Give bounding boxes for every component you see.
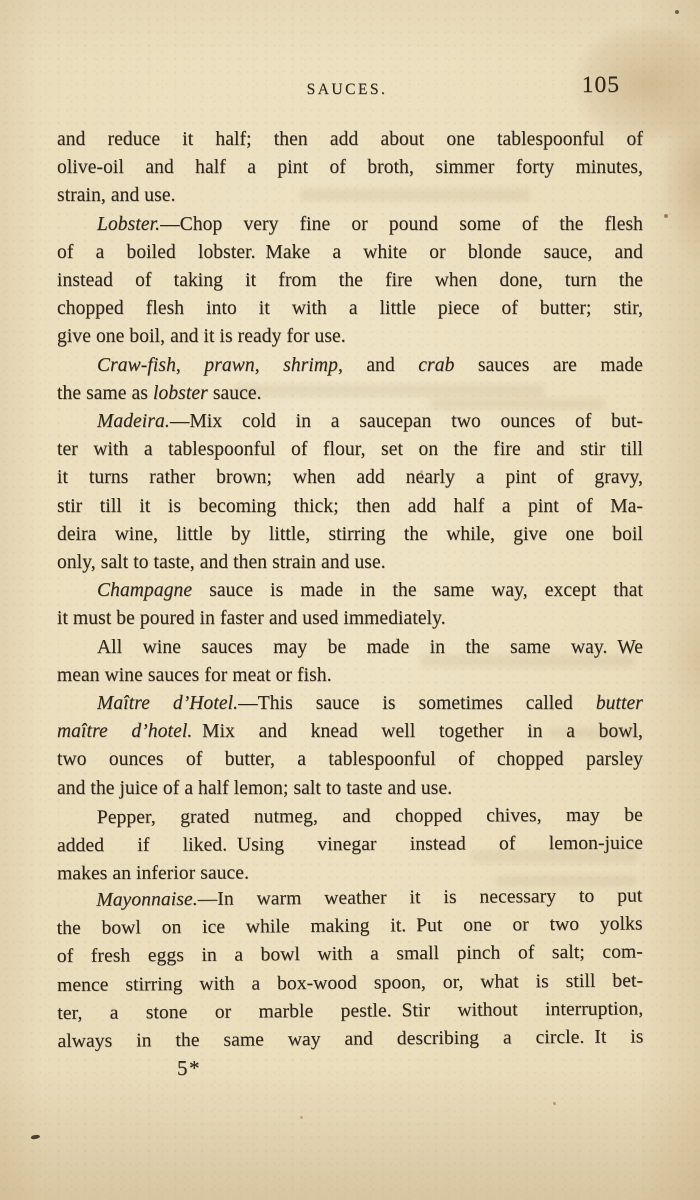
text-line: mean wine sauces for meat or fish. (57, 664, 332, 686)
text-line: only, salt to taste, and then strain and use. (57, 552, 386, 574)
paragraph (56, 883, 643, 1057)
text-line: give one boil, and it is ready for use. (57, 326, 346, 348)
paragraph (57, 408, 643, 577)
text-line: of fresh eggs in a bowl with a small pinch of salt; com- (56, 942, 643, 968)
paragraph (57, 577, 643, 633)
text-line: the same as lobster sauce. (57, 382, 262, 404)
ink-speck (553, 1102, 556, 1105)
ink-speck (300, 1116, 303, 1119)
text-line: deira wine, little by little, stirring the while, give one boil (57, 523, 643, 545)
text-line: olive-oil and half a pint of broth, simmer forty minutes, (57, 157, 643, 179)
paragraph (57, 211, 643, 352)
text-line: of a boiled lobster. Make a white or blonde sauce, and (57, 241, 643, 263)
paragraph (57, 690, 643, 803)
text-line: Champagne sauce is made in the same way, except that (97, 580, 643, 602)
paragraph (57, 352, 643, 408)
text-line: two ounces of butter, a tablespoonful of chopped parsley (57, 749, 643, 771)
text-line: Mayonnaise.—In warm weather it is necessary to put (96, 885, 643, 912)
text-line: added if liked. Using vinegar instead of lemon-juice (56, 832, 644, 857)
text-block (57, 126, 643, 1057)
paragraph (57, 802, 643, 889)
text-line: mence stirring with a box-wood spoon, or, what is still bet- (57, 970, 644, 997)
ink-speck (31, 1134, 41, 1140)
text-line: and the juice of a half lemon; salt to taste and use. (57, 777, 453, 799)
text-line: ter with a tablespoonful of flour, set on the fire and stir till (57, 439, 643, 461)
running-title: SAUCES. (306, 81, 388, 98)
ink-speck (664, 214, 668, 218)
text-line: the bowl on ice while making it. Put one or two yolks (56, 914, 643, 940)
text-line: chopped flesh into it with a little piece of butter; stir, (57, 298, 643, 320)
text-line: Maître d’Hotel.—This sauce is sometimes called butter (97, 693, 643, 715)
text-line: it turns rather brown; when add nearly a pint of gravy, (57, 467, 643, 489)
text-line: always in the same way and describing a circle. It is (57, 1026, 644, 1053)
text-line: stir till it is becoming thick; then add half a pint of Ma- (57, 495, 643, 517)
text-line: Madeira.—Mix cold in a saucepan two ounces of but- (97, 411, 643, 433)
text-line: and reduce it half; then add about one tablespoonful of (57, 129, 643, 150)
text-line: Craw-fish, prawn, shrimp, and crab sauces are made (97, 354, 644, 376)
text-line: Lobster.—Chop very fine or pound some of the flesh (97, 213, 643, 235)
text-line: Pepper, grated nutmeg, and chopped chives, may be (96, 804, 643, 828)
text-line: it must be poured in faster and used immediately. (57, 608, 446, 630)
paragraph (57, 634, 643, 690)
text-line: ter, a stone or marble pestle. Stir without interruption, (57, 998, 644, 1025)
paragraph (57, 126, 643, 211)
ink-speck (675, 10, 679, 14)
text-line: maître d’hotel. Mix and knead well together in a bowl, (57, 721, 644, 743)
text-line: strain, and use. (57, 185, 176, 207)
text-line: instead of taking it from the fire when done, turn the (57, 270, 643, 292)
text-line: makes an inferior sauce. (57, 862, 250, 885)
signature-mark: 5* (177, 1056, 201, 1080)
page-number: 105 (581, 72, 620, 98)
text-line: All wine sauces may be made in the same way. We (97, 636, 643, 658)
